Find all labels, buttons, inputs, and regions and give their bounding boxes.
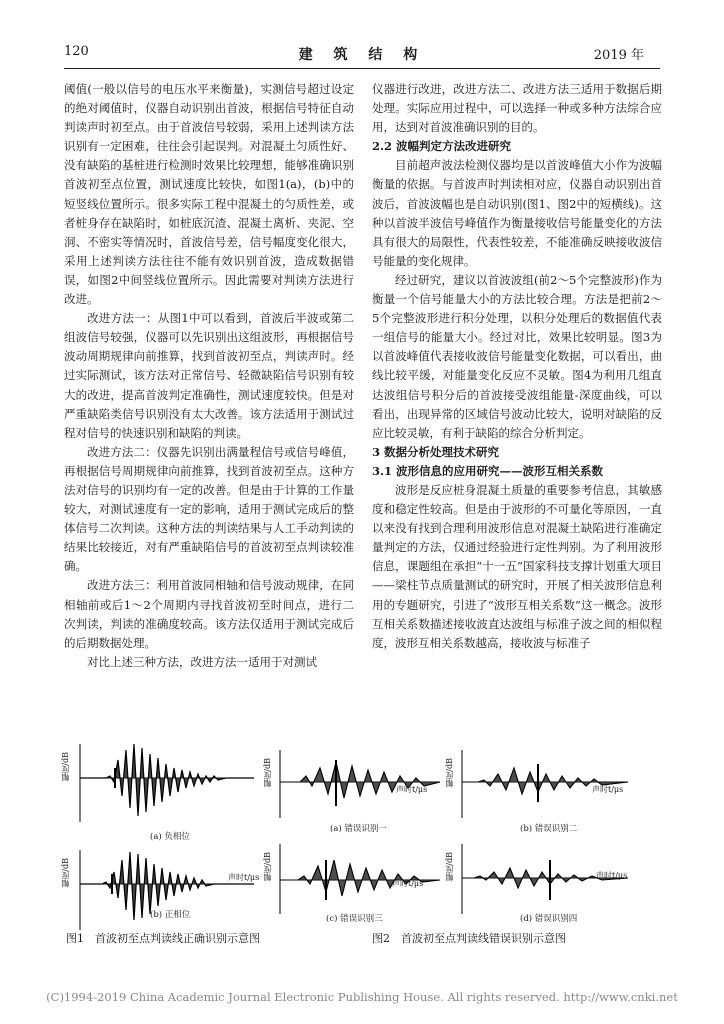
fig2a-label: (a) 错误识别一 bbox=[330, 824, 387, 834]
journal-year: 2019 年 bbox=[593, 48, 644, 63]
figure-2a bbox=[270, 746, 442, 820]
section-heading-3-1: 3.1 波形信息的应用研究——波形互相关系数 bbox=[372, 463, 604, 478]
fig2d-x-label: 声时t/μs bbox=[596, 871, 628, 880]
right-paragraph-1: 仪器进行改进，改进方法二、改进方法三适用于数据后期处理。实际应用过程中，可以选择一种或多种方法综合应用，达到对首波准确识别的目的。 bbox=[372, 82, 662, 135]
fig1b-x-label: 声时t/μs bbox=[228, 873, 260, 882]
fig2b-label: (b) 错误识别二 bbox=[520, 824, 578, 834]
right-paragraph-2: 目前超声波法检测仪器均是以首波峰值大小作为波幅衡量的依据。与首波声时判读相对应，仪器自动识别出首波后，首波波幅也是自动识别(图1、图2中的短横线)。这种以首波半波信号峰值作为衡量接收信号能量变化的方法具有很大的局限性，代表性较差，不能准确反映接收波信号能量的变化规律。 bbox=[372, 158, 662, 268]
figure-1a bbox=[66, 738, 256, 826]
waveform-2b bbox=[452, 746, 632, 820]
right-paragraph-4: 波形是反应桩身混凝土质量的重要参考信息，其敏感度和稳定性较高。但是由于波形的不可量化等原因，一直以来没有找到合理利用波形信息对混凝土缺陷进行准确定量判定的方法，仅通过经验进行定性判别。为了利用波形信息，课题组在承担“十一五”国家科技支撑计划重大项目——梁柱节点质量测试的研究时，开展了相关波形信息利用的专题研究，引进了“波形互相关系数”这一概念。波形互相关系数描述接收波直达波组与标准子波之间的相似程度，波形互相关系数越高，接收波与标准子 bbox=[372, 482, 662, 650]
fig2b-x-label: 声时t/μs bbox=[592, 785, 624, 794]
left-paragraph-4: 改进方法三：利用首波同相轴和信号波动规律，在同相轴前或后1～2个周期内寻找首波初至时间点，进行二次判读，判读的准确度较高。该方法仅适用于测试完成后的后期数据处理。 bbox=[64, 578, 354, 650]
fig1b-y-label: 幅度/dB bbox=[61, 858, 70, 888]
left-paragraph-1: 阈值(一般以信号的电压水平来衡量)，实测信号超过设定的绝对阈值时，仪器自动识别出首波，根据信号特征自动判读声时初至点。由于首波信号较弱，采用上述判读方法识别有一定困难，往往会引起误判。对混凝土匀质性好、没有缺陷的基桩进行检测时效果比较理想，能够准确识别首波初至点位置，测试速度比较快，如图1(a)，(b)中的短竖线位置所示。很多实际工程中混凝土的匀质性差，或者桩身存在缺陷时，如桩底沉渣、混凝土离析、夹泥、空洞、不密实等情况时，首波信号差，信号幅度变化很大，采用上述判读方法往往不能有效识别首波，造成数据错误，如图2中间竖线位置所示。因此需要对判读方法进行改进。 bbox=[64, 82, 354, 307]
waveform-1a bbox=[66, 738, 256, 826]
section-heading-3: 3 数据分析处理技术研究 bbox=[372, 444, 500, 459]
fig2b-y-label: 幅度/dB bbox=[445, 758, 454, 788]
left-paragraph-2: 改进方法一：从图1中可以看到，首波后半波或第二组波信号较强，仪器可以先识别出这组波形，再根据信号波动周期规律向前推算，找到首波初至点，判读声时。经过实际测试，该方法对正常信号、轻微缺陷信号识别有较大的改进，提高首波判定准确性，测试速度较快。但是对严重缺陷类信号识别没有太大改善。该方法适用于测试过程对信号的快速识别和缺陷的判读。 bbox=[64, 311, 354, 440]
left-column bbox=[64, 80, 354, 672]
fig2d-label: (d) 错误识别四 bbox=[520, 914, 578, 924]
figure-2-caption: 图2 首波初至点判读线错误识别示意图 bbox=[372, 932, 566, 945]
waveform-2a bbox=[270, 746, 442, 820]
fig2a-x-label: 声时t/μs bbox=[396, 785, 428, 794]
fig2c-label: (c) 错误识别三 bbox=[326, 914, 383, 924]
copyright-footer: (C)1994-2019 China Academic Journal Electronic Publishing House. All rights reserved. http://www.cnki.net bbox=[46, 990, 678, 1004]
fig2a-y-label: 幅度/dB bbox=[263, 758, 272, 788]
fig2c-x-label: 声时t/μs bbox=[392, 879, 424, 888]
header-rule bbox=[64, 68, 660, 69]
fig1b-label: (b) 正相位 bbox=[150, 910, 191, 920]
left-paragraph-5: 对比上述三种方法，改进方法一适用于对测试 bbox=[87, 654, 317, 669]
right-paragraph-3: 经过研究，建议以首波波组(前2～5个完整波形)作为衡量一个信号能量大小的方法比较合理。方法是把前2～5个完整波形进行积分处理，以积分处理后的数据值代表一组信号的能量大小。经过对比，效果比较明显。图3为以首波峰值代表接收波信号能量变化数据，可以看出，曲线比较平缓，对能量变化反应不灵敏。图4为利用几组直达波组信号积分后的首波接受波组能量-深度曲线，可以看出，出现异常的区域信号波动比较大，说明对缺陷的反应比较灵敏，有利于缺陷的综合分析判定。 bbox=[372, 272, 662, 440]
fig2c-y-label: 幅度/dB bbox=[263, 852, 272, 882]
journal-title: 建 筑 结 构 bbox=[298, 47, 426, 63]
figure-2b bbox=[452, 746, 632, 820]
fig1a-y-label: 幅度/dB bbox=[61, 752, 70, 782]
section-heading-2-2: 2.2 波幅判定方法改进研究 bbox=[372, 139, 512, 154]
left-paragraph-3: 改进方法二：仪器先识别出满量程信号或信号峰值，再根据信号周期规律向前推算，找到首波初至点。这种方法对信号的识别均有一定的改善。但是由于计算的工作量较大，对测试速度有一定的影响，适用于测试完成后的整体信号二次判读。这种方法的判读结果与人工手动判读的结果比较接近，对有严重缺陷信号的首波初至点判读较准确。 bbox=[64, 444, 354, 574]
fig2d-y-label: 幅度/dB bbox=[445, 852, 454, 882]
fig1a-label: (a) 负相位 bbox=[150, 832, 190, 842]
page-number: 120 bbox=[64, 44, 89, 59]
figure-1-caption: 图1 首波初至点判读线正确识别示意图 bbox=[66, 932, 260, 945]
right-column bbox=[372, 80, 662, 653]
